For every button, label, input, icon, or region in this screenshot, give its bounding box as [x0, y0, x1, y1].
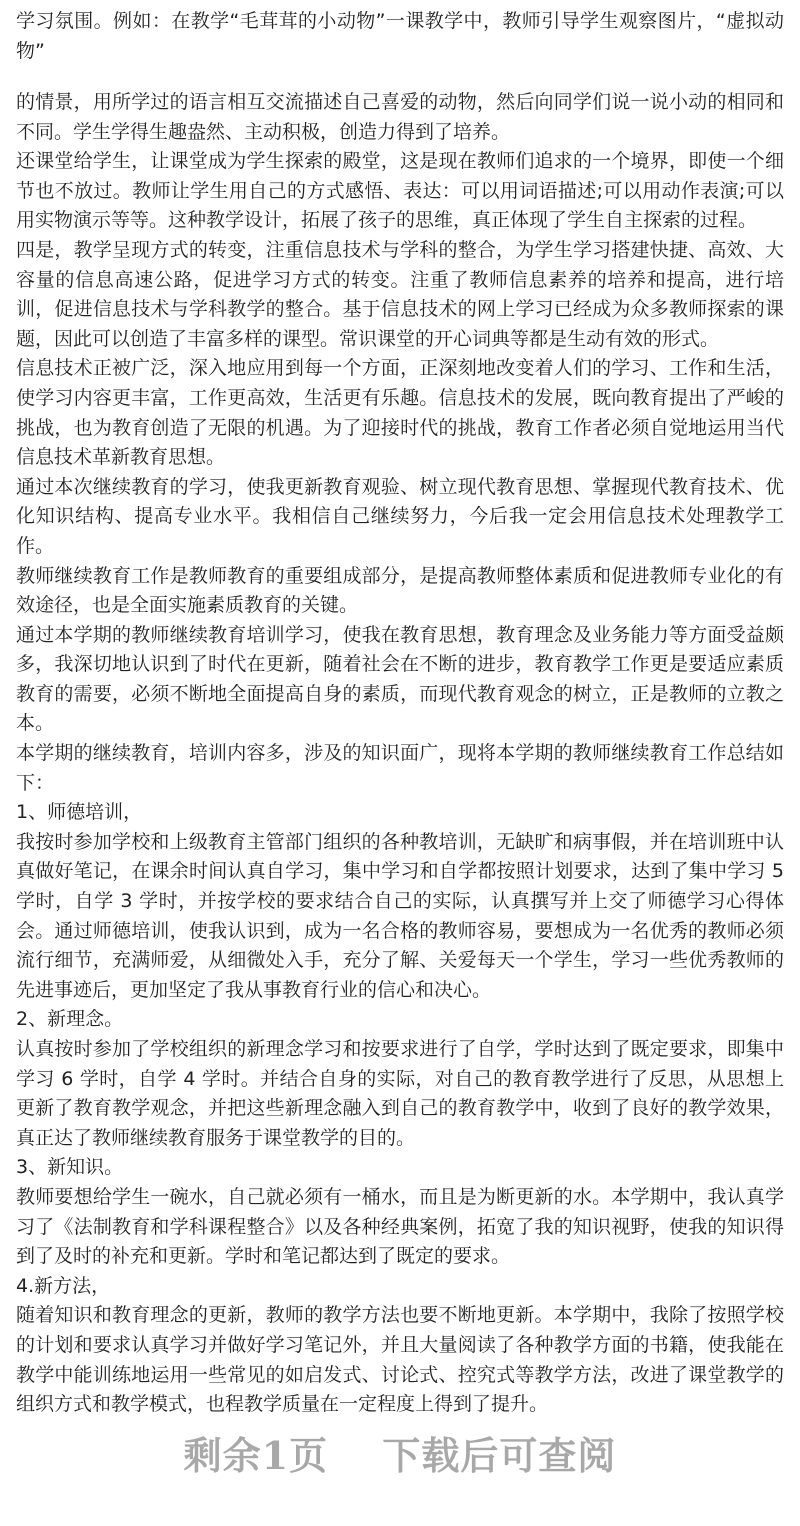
section-heading: 2、新理念。 [16, 1008, 124, 1031]
section-heading: 3、新知识。 [16, 1156, 124, 1179]
paragraph: 教师要想给学生一碗水，自己就必须有一桶水，而且是为断更新的水。本学期中，我认真学习了《法制教育和学科课程整合》以及各种经典案例，拓宽了我的知识视野，使我的知识得到了及时的补充和更新。学时和笔记都达到了既定的要求。 [16, 1185, 784, 1268]
paragraph: 随着知识和教育理念的更新，教师的教学方法也要不断地更新。本学期中，我除了按照学校的计划和要求认真学习并做好学习笔记外，并且大量阅读了各种教学方面的书籍，使我能在教学中能训练地运用一些常见的如启发式、讨论式、控究式等教学方法，改进了课堂教学的组织方式和教学模式，也程教学质量在一定程度上得到了提升。 [16, 1304, 784, 1416]
paragraph: 还课堂给学生，让课堂成为学生探索的殿堂，这是现在教师们追求的一个境界，即使一个细节也不放过。教师让学生用自己的方式感悟、表达：可以用词语描述;可以用动作表演;可以用实物演示等等。这种教学设计，拓展了孩子的思维，真正体现了学生自主探索的过程。 [16, 150, 784, 232]
download-to-view-label[interactable]: 下载后可查阅 [382, 1433, 617, 1478]
paragraph: 认真按时参加了学校组织的新理念学习和按要求进行了自学，学时达到了既定要求，即集中学习 6 学时，自学 4 学时。并结合自身的实际，对自己的教育教学进行了反思，从思想上更新了教育教学观念，并把这些新理念融入到自己的教育教学中，收到了良好的教学效果，真正达了教师继续教育服务于课堂教学的目的。 [16, 1038, 784, 1149]
download-banner[interactable] [0, 1425, 800, 1480]
paragraph: 信息技术正被广泛，深入地应用到每一个方面，正深刻地改变着人们的学习、工作和生活，使学习内容更丰富，工作更高效，生活更有乐趣。信息技术的发展，既向教育提出了严峻的挑战，也为教育创造了无限的机遇。为了迎接时代的挑战，教育工作者必须自觉地运用当代信息技术革新教育思想。 [16, 357, 784, 469]
paragraph: 的情景，用所学过的语言相互交流描述自己喜爱的动物，然后向同学们说一说小动的相同和不同。学生学得生趣盎然、主动积极，创造力得到了培养。 [16, 91, 784, 143]
section-heading: 4.新方法， [16, 1274, 111, 1297]
top-fragment [16, 7, 784, 66]
paragraph: 学习氛围。例如：在教学“毛茸茸的小动物”一课教学中，教师引导学生观察图片，“虚拟动物” [16, 10, 784, 62]
paragraph: 四是，教学呈现方式的转变，注重信息技术与学科的整合，为学生学习搭建快捷、高效、大容量的信息高速公路，促进学习方式的转变。注重了教师信息素养的培养和提高，进行培训，促进信息技术与学科教学的整合。基于信息技术的网上学习已经成为众多教师探索的课题，因此可以创造了丰富多样的课型。常识课堂的开心词典等都是生动有效的形式。 [16, 238, 784, 350]
paragraph: 通过本次继续教育的学习，使我更新教育观验、树立现代教育思想、掌握现代教育技术、优化知识结构、提高专业水平。我相信自己继续努力，今后我一定会用信息技术处理教学工作。 [16, 475, 784, 557]
paragraph: 教师继续教育工作是教师教育的重要组成部分，是提高教师整体素质和促进教师专业化的有效途径，也是全面实施素质教育的关键。 [16, 564, 784, 617]
paragraph: 我按时参加学校和上级教育主管部门组织的各种教培训，无缺旷和病事假，并在培训班中认真做好笔记，在课余时间认真自学习，集中学习和自学都按照计划要求，达到了集中学习 5 学时，自学 3 学时，并按学校的要求结合自己的实际，认真撰写并上交了师德学习心得体会。通过师德培训，使我认识到，成为一名合格的教师容易，要想成为一名优秀的教师必须流行细节，充满师爱，从细微处入手，充分了解、关爱每天一个学生，学习一些优秀教师的先进事迹后，更加坚定了我从事教育行业的信心和决心。 [16, 830, 784, 1001]
remaining-pages-label: 剩余1页 [183, 1433, 329, 1478]
document-body [16, 88, 784, 1420]
section-heading: 1、师德培训， [16, 801, 143, 824]
paragraph: 本学期的继续教育，培训内容多，涉及的知识面广，现将本学期的教师继续教育工作总结如下： [16, 742, 784, 794]
paragraph: 通过本学期的教师继续教育培训学习，使我在教育思想，教育理念及业务能力等方面受益颇多，我深切地认识到了时代在更新，随着社会在不断的进步，教育教学工作更是要适应素质教育的需要，必须不断地全面提高自身的素质，而现代教育观念的树立，正是教师的立教之本。 [16, 623, 784, 735]
